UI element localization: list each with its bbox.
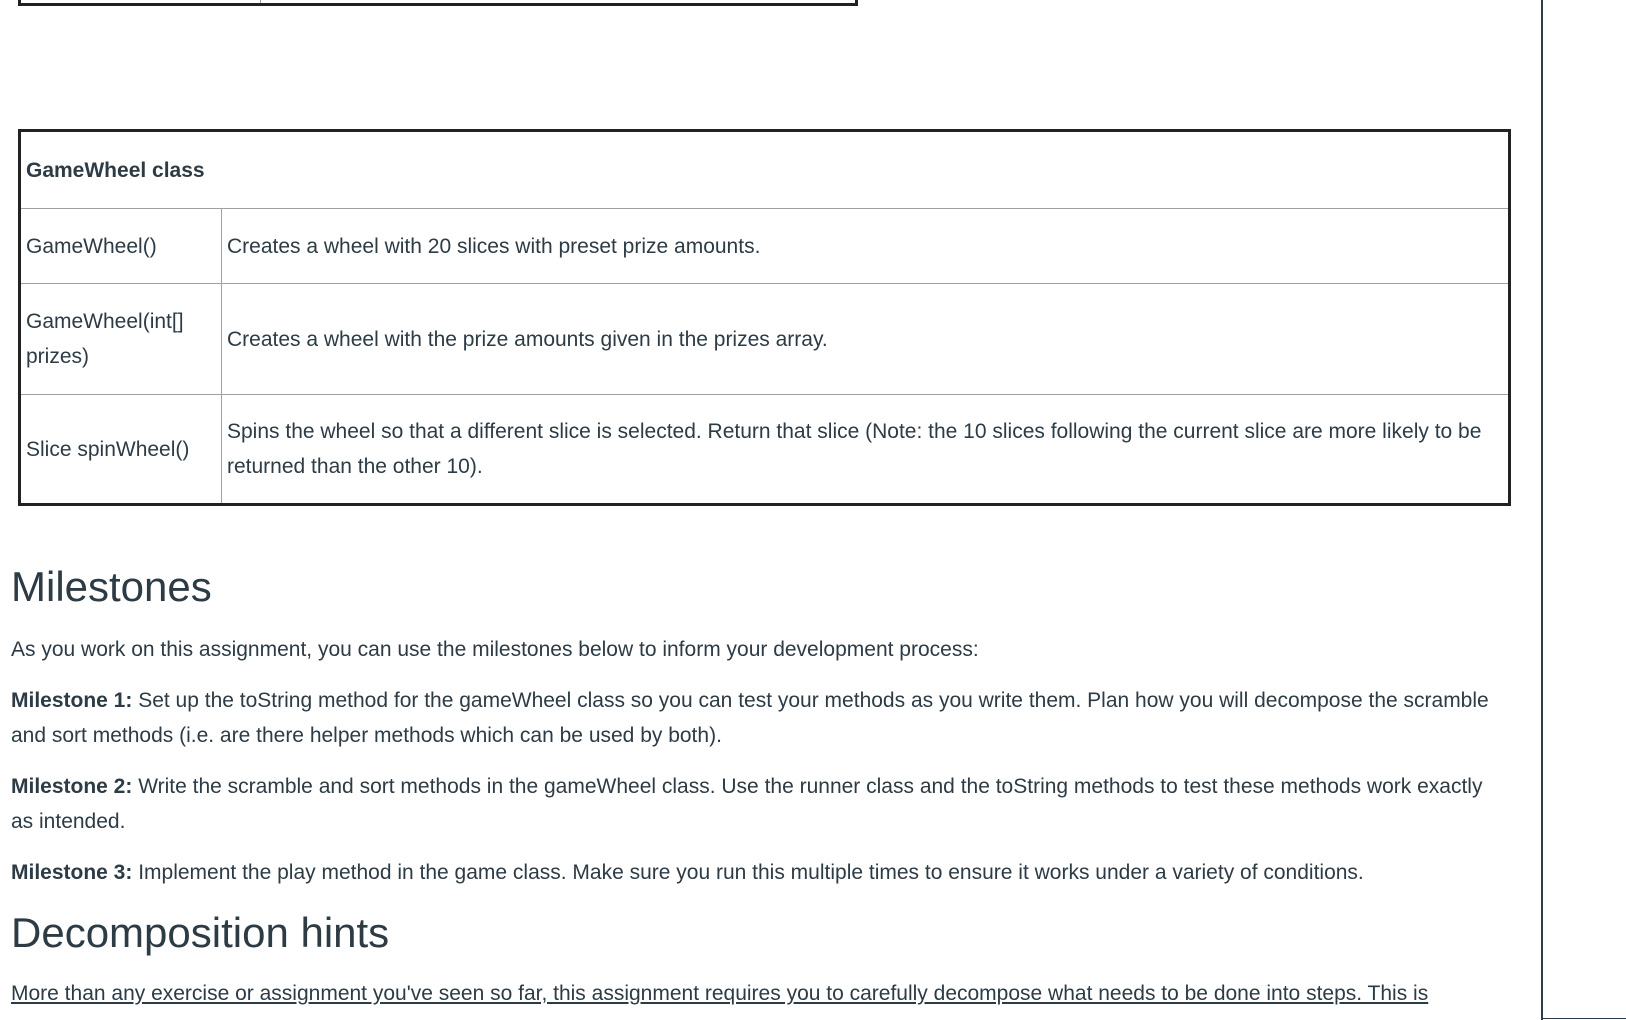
milestone-item <box>11 683 1501 753</box>
table-header-row <box>20 131 1510 209</box>
method-description: Creates a wheel with the prize amounts given in the prizes array. <box>222 284 1510 395</box>
milestone-label: Milestone 1: <box>11 689 133 712</box>
method-description: Creates a wheel with 20 slices with preset prize amounts. <box>222 209 1510 284</box>
previous-table-divider <box>260 0 261 3</box>
method-description: Spins the wheel so that a different slice is selected. Return that slice (Note: the 10 slices following the current slice are more likely to be returned than the other 10). <box>222 395 1510 505</box>
table-title: GameWheel class <box>20 131 1510 209</box>
assignment-content <box>11 556 1501 1011</box>
method-signature: Slice spinWheel() <box>20 395 222 505</box>
milestone-label: Milestone 3: <box>11 861 133 884</box>
milestone-label: Milestone 2: <box>11 775 133 798</box>
content-right-border <box>1541 0 1543 1020</box>
content-bottom-border <box>1541 1018 1626 1019</box>
table-row <box>20 209 1510 284</box>
milestone-item <box>11 769 1501 839</box>
table-row <box>20 395 1510 505</box>
milestones-intro: As you work on this assignment, you can use the milestones below to inform your development process: <box>11 638 979 661</box>
method-signature: GameWheel() <box>20 209 222 284</box>
method-signature: GameWheel(int[] prizes) <box>20 284 222 395</box>
milestone-text: Set up the toString method for the gameWheel class so you can test your methods as you write them. Plan how you will decompose the scramble and sort methods (i.e. are there helper methods which can be used by both). <box>11 689 1489 747</box>
table-row <box>20 284 1510 395</box>
milestone-text: Write the scramble and sort methods in the gameWheel class. Use the runner class and the toString methods to test these methods work exactly as intended. <box>11 775 1483 833</box>
milestones-heading: Milestones <box>11 563 212 610</box>
milestone-item <box>11 855 1501 890</box>
decomposition-text: More than any exercise or assignment you've seen so far, this assignment requires you to carefully decompose what needs to be done into steps. This is <box>11 982 1429 1005</box>
decomposition-heading: Decomposition hints <box>11 909 390 956</box>
previous-table-bottom-edge <box>18 0 858 6</box>
gamewheel-class-table <box>18 129 1511 506</box>
milestone-text: Implement the play method in the game class. Make sure you run this multiple times to ensure it works under a variety of conditions. <box>132 861 1364 884</box>
